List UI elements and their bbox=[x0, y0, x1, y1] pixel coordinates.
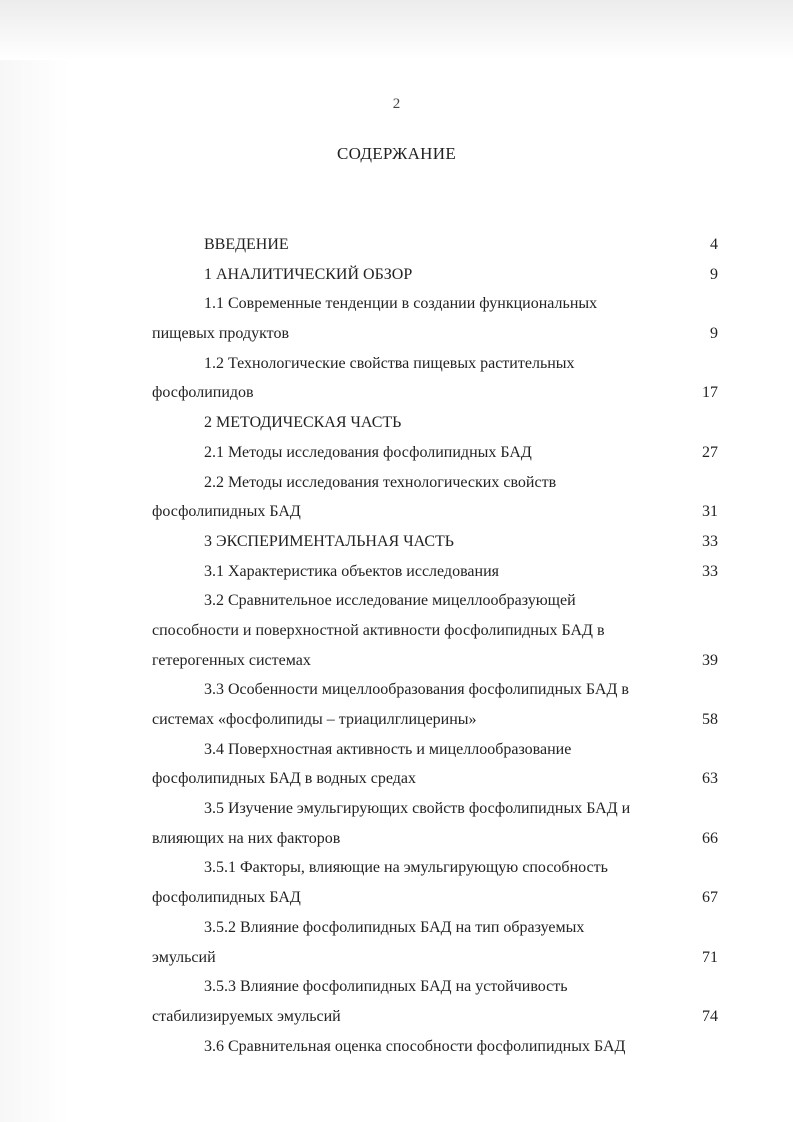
toc-entry-page: 66 bbox=[702, 829, 718, 847]
toc-entry-text: 2.1 Методы исследования фосфолипидных БАД bbox=[204, 443, 532, 461]
toc-entry bbox=[152, 349, 718, 379]
table-of-contents bbox=[152, 230, 718, 1061]
toc-entry-text: стабилизируемых эмульсий bbox=[152, 1007, 341, 1025]
scan-edge bbox=[0, 0, 793, 60]
toc-entry bbox=[152, 557, 718, 587]
toc-entry-text: 1.2 Технологические свойства пищевых растительных bbox=[204, 354, 575, 372]
toc-entry-page: 33 bbox=[702, 562, 718, 580]
toc-entry bbox=[152, 497, 718, 527]
toc-entry-page: 71 bbox=[702, 948, 718, 966]
toc-entry-page: 67 bbox=[702, 889, 718, 907]
toc-entry-text: 1.1 Современные тенденции в создании функциональных bbox=[204, 295, 598, 313]
toc-entry-text: 2.2 Методы исследования технологических свойств bbox=[204, 473, 557, 491]
toc-entry-page: 27 bbox=[702, 443, 718, 461]
toc-entry-page: 17 bbox=[702, 384, 718, 402]
toc-entry-text: 1 АНАЛИТИЧЕСКИЙ ОБЗОР bbox=[204, 265, 413, 283]
toc-entry bbox=[152, 586, 718, 616]
toc-entry-text: 3.3 Особенности мицеллообразования фосфолипидных БАД в bbox=[204, 681, 629, 699]
toc-entry bbox=[152, 468, 718, 498]
toc-entry-page: 33 bbox=[702, 532, 718, 550]
toc-entry-text: фосфолипидных БАД bbox=[152, 503, 301, 521]
toc-entry bbox=[152, 853, 718, 883]
toc-entry-text: пищевых продуктов bbox=[152, 325, 289, 343]
toc-entry bbox=[152, 230, 718, 260]
toc-entry-page: 39 bbox=[702, 651, 718, 669]
toc-entry-page: 63 bbox=[702, 770, 718, 788]
toc-entry-text: системах «фосфолипиды – триацилглицерины» bbox=[152, 711, 477, 728]
toc-entry-text: способности и поверхностной активности фосфолипидных БАД в bbox=[152, 621, 605, 639]
toc-entry bbox=[152, 289, 718, 319]
toc-entry bbox=[152, 943, 718, 973]
toc-entry-text: фосфолипидов bbox=[152, 384, 254, 402]
toc-entry bbox=[152, 972, 718, 1002]
toc-entry bbox=[152, 735, 718, 765]
toc-entry-text: 3.2 Сравнительное исследование мицеллообразующей bbox=[204, 592, 576, 610]
toc-title: СОДЕРЖАНИЕ bbox=[336, 144, 457, 163]
toc-entry bbox=[152, 824, 718, 854]
toc-entry bbox=[152, 675, 718, 705]
toc-entry bbox=[152, 319, 718, 349]
toc-entry-page: 4 bbox=[710, 236, 718, 253]
toc-entry-text: эмульсий bbox=[152, 948, 216, 966]
toc-entry bbox=[152, 1002, 718, 1032]
toc-entry bbox=[152, 913, 718, 943]
toc-entry-text: ВВЕДЕНИЕ bbox=[204, 236, 289, 253]
toc-entry bbox=[152, 794, 718, 824]
toc-entry bbox=[152, 883, 718, 913]
page-number: 2 bbox=[392, 96, 401, 112]
toc-entry-text: 3.5.1 Факторы, влияющие на эмульгирующую способность bbox=[204, 859, 608, 877]
toc-entry-text: 3 ЭКСПЕРИМЕНТАЛЬНАЯ ЧАСТЬ bbox=[204, 532, 454, 550]
toc-entry-text: фосфолипидных БАД bbox=[152, 889, 301, 907]
toc-entry bbox=[152, 438, 718, 468]
toc-entry bbox=[152, 527, 718, 557]
toc-entry-text: 3.5 Изучение эмульгирующих свойств фосфолипидных БАД и bbox=[204, 800, 631, 818]
toc-entry-text: 3.5.2 Влияние фосфолипидных БАД на тип образуемых bbox=[204, 918, 585, 936]
toc-entry bbox=[152, 646, 718, 676]
toc-entry-text: 3.5.3 Влияние фосфолипидных БАД на устойчивость bbox=[204, 978, 568, 996]
toc-entry-text: влияющих на них факторов bbox=[152, 829, 341, 847]
toc-entry bbox=[152, 378, 718, 408]
toc-entry-text: 3.4 Поверхностная активность и мицеллообразование bbox=[204, 740, 572, 758]
toc-entry-page: 31 bbox=[702, 503, 718, 521]
toc-entry-text: гетерогенных системах bbox=[152, 651, 311, 669]
toc-entry bbox=[152, 1032, 718, 1062]
toc-entry bbox=[152, 705, 718, 735]
toc-entry-text: фосфолипидных БАД в водных средах bbox=[152, 770, 417, 788]
toc-entry-text: 3.1 Характеристика объектов исследования bbox=[204, 562, 499, 580]
toc-entry-page: 74 bbox=[702, 1007, 718, 1025]
toc-entry-page: 9 bbox=[710, 325, 718, 343]
toc-entry-page: 9 bbox=[710, 265, 718, 283]
toc-entry bbox=[152, 408, 718, 438]
toc-entry-text: 3.6 Сравнительная оценка способности фосфолипидных БАД bbox=[204, 1037, 626, 1055]
toc-entry bbox=[152, 764, 718, 794]
toc-entry bbox=[152, 260, 718, 290]
toc-entry-text: 2 МЕТОДИЧЕСКАЯ ЧАСТЬ bbox=[204, 414, 402, 432]
toc-entry bbox=[152, 616, 718, 646]
toc-entry-page: 58 bbox=[702, 711, 718, 728]
